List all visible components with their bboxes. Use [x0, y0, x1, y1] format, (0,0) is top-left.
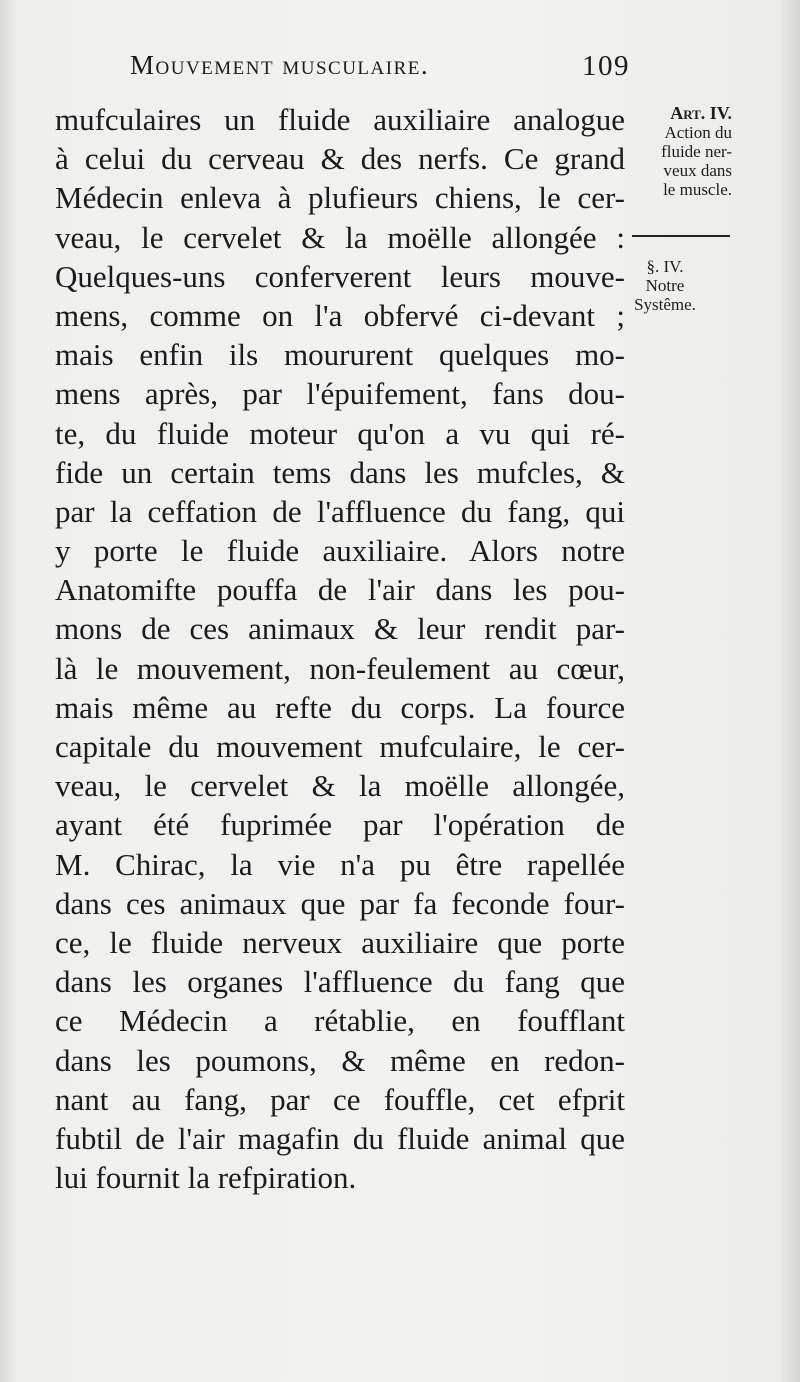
- text-line: M. Chirac, la vie n'a pu être rapellée: [55, 846, 625, 882]
- text-line: fubtil de l'air magafin du fluide animal que: [55, 1120, 625, 1156]
- text-line: mons de ces animaux & leur rendit par-: [55, 611, 625, 647]
- margin-note-article: [620, 104, 732, 199]
- text-line: mens, comme on l'a obfervé ci-devant ;: [55, 297, 625, 333]
- margin-note-section: [620, 257, 710, 314]
- margin-note-article-line: le muscle.: [663, 180, 732, 199]
- text-line: nant au fang, par ce fouffle, cet efprit: [55, 1081, 625, 1117]
- margin-note-article-line: Action du: [664, 123, 732, 142]
- text-line: y porte le fluide auxiliaire. Alors notre: [55, 533, 625, 569]
- text-line: mais enfin ils moururent quelques mo-: [55, 337, 625, 373]
- text-line: dans ces animaux que par fa feconde four-: [55, 885, 625, 921]
- margin-note-section-number: §. IV.: [646, 257, 684, 276]
- text-line: veau, le cervelet & la moëlle allongée,: [55, 768, 625, 804]
- text-line: par la ceffation de l'affluence du fang, qui: [55, 493, 625, 529]
- text-line: Quelques-uns conferverent leurs mouve-: [55, 258, 625, 294]
- text-line: veau, le cervelet & la moëlle allongée :: [55, 219, 625, 255]
- text-line: te, du fluide moteur qu'on a vu qui ré-: [55, 415, 625, 451]
- text-line: dans les poumons, & même en redon-: [55, 1042, 625, 1078]
- margin-note-article-line: veux dans: [663, 161, 732, 180]
- margin-note-article-number: Art. IV.: [670, 103, 732, 123]
- margin-note-section-line: Notre: [645, 276, 685, 295]
- running-head: [130, 50, 630, 81]
- margin-note-article-line: fluide ner-: [661, 142, 732, 161]
- text-line: mais même au refte du corps. La fource: [55, 689, 625, 725]
- text-line: ce, le fluide nerveux auxiliaire que porte: [55, 924, 625, 960]
- text-line: ce Médecin a rétablie, en foufflant: [55, 1003, 625, 1039]
- margin-divider-rule: [632, 235, 730, 237]
- text-line: lui fournit la refpiration.: [55, 1160, 357, 1196]
- text-line: là le mouvement, non-feulement au cœur,: [55, 650, 625, 686]
- text-line: mens après, par l'épuifement, fans dou-: [55, 376, 625, 412]
- body-text: [55, 100, 625, 1197]
- running-head-title: Mouvement musculaire.: [130, 50, 430, 80]
- text-line: mufculaires un fluide auxiliaire analogue: [55, 102, 625, 137]
- text-line: capitale du mouvement mufculaire, le cer-: [55, 729, 625, 764]
- text-line: Anatomifte pouffa de l'air dans les pou-: [55, 572, 625, 608]
- margin-note-section-line: Systême.: [634, 295, 696, 314]
- text-line: ayant été fuprimée par l'opération de: [55, 807, 625, 843]
- page-edge-shadow: [778, 0, 800, 1382]
- text-line: dans les organes l'affluence du fang que: [55, 964, 625, 1000]
- text-line: fide un certain tems dans les mufcles, &: [55, 454, 625, 490]
- text-line: Médecin enleva à plufieurs chiens, le cer-: [55, 180, 625, 216]
- text-line: à celui du cerveau & des nerfs. Ce grand: [55, 141, 625, 177]
- page-number: 109: [582, 50, 630, 82]
